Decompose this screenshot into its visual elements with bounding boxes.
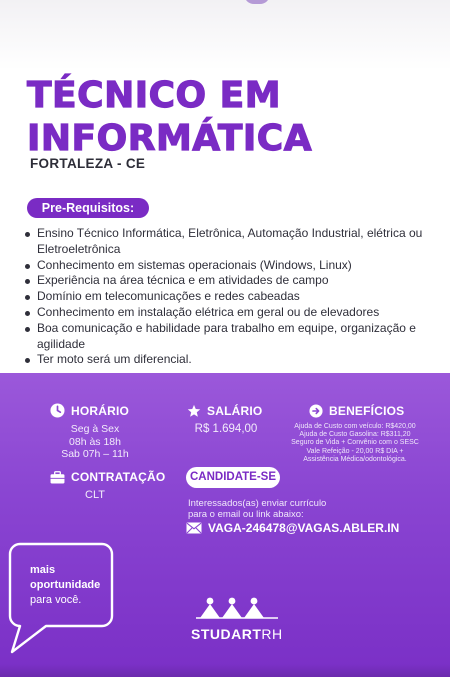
schedule-details [50,423,140,461]
arrow-right-circle-icon [309,404,323,418]
schedule-label: HORÁRIO [71,403,130,418]
salary-heading [187,404,262,418]
prerequisite-item: Conhecimento em sistemas operacionais (Windows, Linux) [24,258,424,274]
apply-email-row [186,521,399,535]
promo-text [30,563,110,608]
salary-label: SALÁRIO [207,404,263,418]
prerequisite-item: Domínio em telecomunicações e redes cabeadas [24,289,424,305]
prerequisite-item: Ensino Técnico Informática, Eletrônica, Automação Industrial, elétrica ou Eletroeletrônica [24,226,424,258]
benefit-item: Seguro de Vida + Convênio com o SESC [291,439,419,447]
brand-name [191,626,283,642]
brand-name-bold: STUDART [191,626,262,642]
job-title-line1: TÉCNICO EM [27,75,282,116]
benefit-item: Ajuda de Custo com veículo: R$420,00 [294,423,416,430]
promo-line: mais [30,564,56,576]
benefits-heading [309,404,404,418]
apply-email: VAGA-246478@VAGAS.ABLER.IN [208,521,400,535]
job-title [27,74,427,160]
promo-line: oportunidade [30,579,101,591]
prerequisites-list [24,226,424,368]
studart-logo [192,596,284,620]
benefits-label: BENEFÍCIOS [329,404,405,418]
prerequisite-item: Conhecimento em instalação elétrica em geral ou de elevadores [24,305,424,321]
promo-line: para você. [30,594,82,606]
briefcase-icon [50,471,65,484]
star-icon [187,404,201,418]
benefits-list [285,423,425,464]
hiring-value: CLT [85,489,105,501]
apply-instructions [188,498,388,520]
job-location: FORTALEZA - CE [30,156,146,171]
apply-label: CANDIDATE-SE [186,467,280,488]
prerequisite-item: Ter moto será um diferencial. [24,352,424,368]
bottom-fade [0,664,450,677]
benefit-item: Vale Refeição - 20,00 R$ DIA + [306,447,404,455]
clock-icon [50,403,65,418]
job-title-line2: INFORMÁTICA [27,118,313,159]
hiring-label: CONTRATAÇÃO [71,470,166,484]
envelope-icon [186,522,202,534]
benefit-item: Ajuda de Custo Gasolina: R$311,20 [299,431,411,439]
salary-value: R$ 1.694,00 [194,423,258,435]
schedule-line: Sab 07h – 11h [61,448,129,460]
top-fade [0,0,450,70]
prerequisite-item: Experiência na área técnica e em atividades de campo [24,273,424,289]
brand-name-light: RH [261,626,283,642]
benefit-item: Assistência Médica/odontológica. [303,455,407,463]
hiring-heading [50,470,165,484]
apply-line: Interessados(as) enviar currículo [188,498,327,509]
schedule-line: Seg à Sex [70,423,120,435]
apply-line: para o email ou link abaixo: [188,509,304,520]
schedule-heading [50,403,129,418]
prerequisite-item: Boa comunicação e habilidade para trabalho em equipe, organização e agilidade [24,321,424,353]
schedule-line: 08h às 18h [69,435,121,448]
prerequisites-label: Pre-Requisitos: [27,198,149,218]
